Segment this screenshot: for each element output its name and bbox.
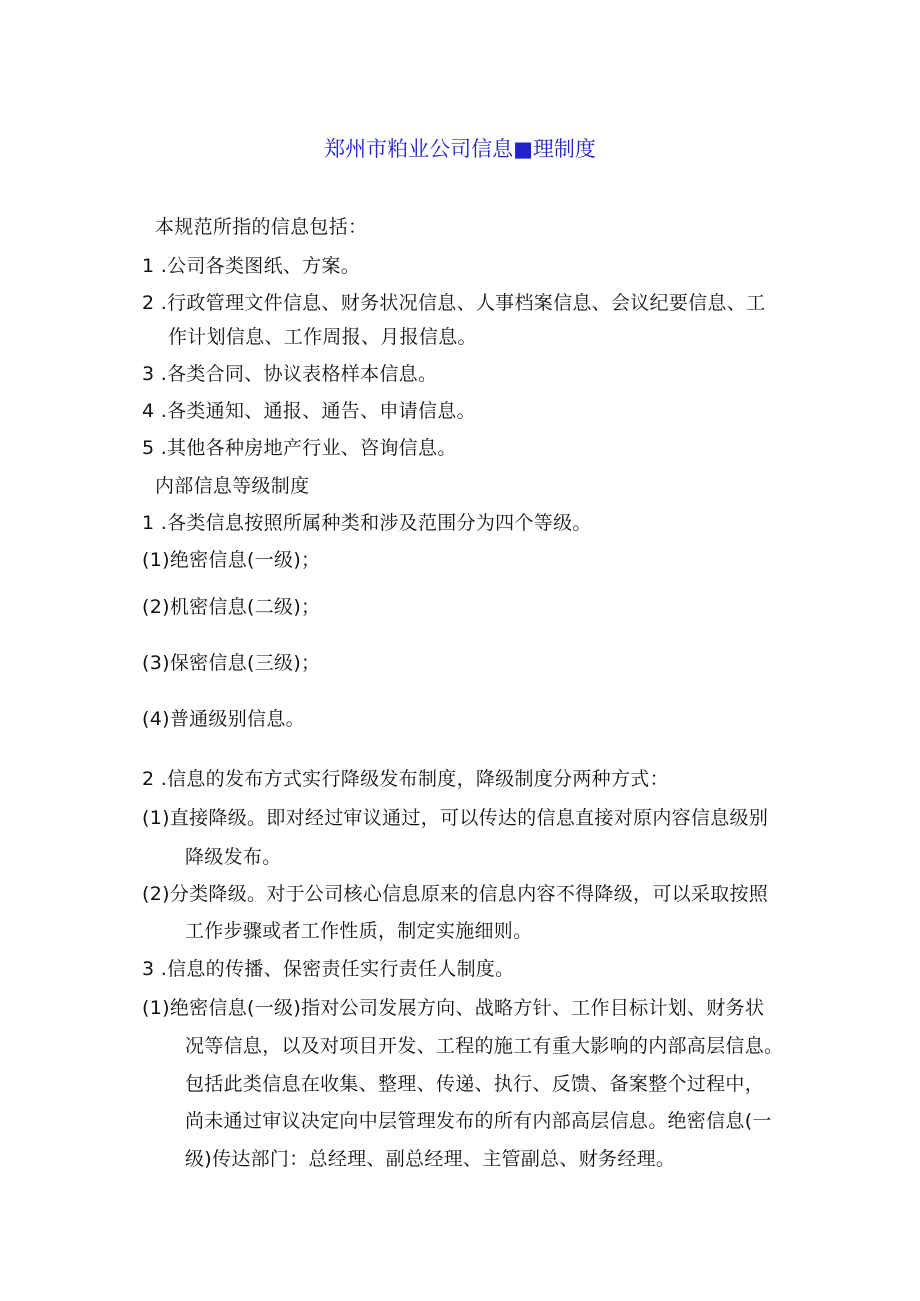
grading-intro: 1 .各类信息按照所属种类和涉及范围分为四个等级。	[142, 512, 592, 534]
responsibility-intro: 3 .信息的传播、保密责任实行责任人制度。	[142, 958, 515, 980]
release-intro: 2 .信息的发布方式实行降级发布制度，降级制度分两种方式：	[142, 768, 669, 790]
responsibility-line-3: 包括此类信息在收集、整理、传递、执行、反馈、备案整个过程中，	[185, 1073, 765, 1095]
release-line-1: (1)直接降级。即对经过审议通过，可以传达的信息直接对原内容信息级别	[142, 807, 769, 829]
level-3: (3)保密信息(三级)；	[142, 652, 321, 674]
document-title: 郑州市粕业公司信息■理制度	[324, 137, 596, 161]
release-line-3: (2)分类降级。对于公司核心信息原来的信息内容不得降级，可以采取按照	[142, 883, 769, 905]
level-1: (1)绝密信息(一级)；	[142, 549, 321, 571]
section-heading: 内部信息等级制度	[155, 475, 310, 497]
responsibility-line-4: 尚未通过审议决定向中层管理发布的所有内部高层信息。绝密信息(一	[185, 1110, 772, 1132]
responsibility-line-5: 级)传达部门：总经理、副总经理、主管副总、财务经理。	[185, 1148, 676, 1170]
responsibility-line-2: 况等信息，以及对项目开发、工程的施工有重大影响的内部高层信息。	[185, 1035, 784, 1057]
info-item-5: 5 .其他各种房地产行业、咨询信息。	[142, 437, 457, 459]
intro-text: 本规范所指的信息包括：	[155, 216, 368, 238]
info-item-1: 1 .公司各类图纸、方案。	[142, 255, 361, 277]
release-line-2: 降级发布。	[185, 846, 282, 868]
info-item-4: 4 .各类通知、通报、通告、申请信息。	[142, 400, 476, 422]
info-item-2-cont: 作计划信息、工作周报、月报信息。	[168, 326, 477, 348]
release-line-4: 工作步骤或者工作性质，制定实施细则。	[185, 920, 533, 942]
level-4: (4)普通级别信息。	[142, 708, 305, 730]
info-item-3: 3 .各类合同、协议表格样本信息。	[142, 363, 438, 385]
level-2: (2)机密信息(二级)；	[142, 596, 321, 618]
responsibility-line-1: (1)绝密信息(一级)指对公司发展方向、战略方针、工作目标计划、财务状	[142, 997, 765, 1019]
info-item-2: 2 .行政管理文件信息、财务状况信息、人事档案信息、会议纪要信息、工	[142, 292, 766, 314]
